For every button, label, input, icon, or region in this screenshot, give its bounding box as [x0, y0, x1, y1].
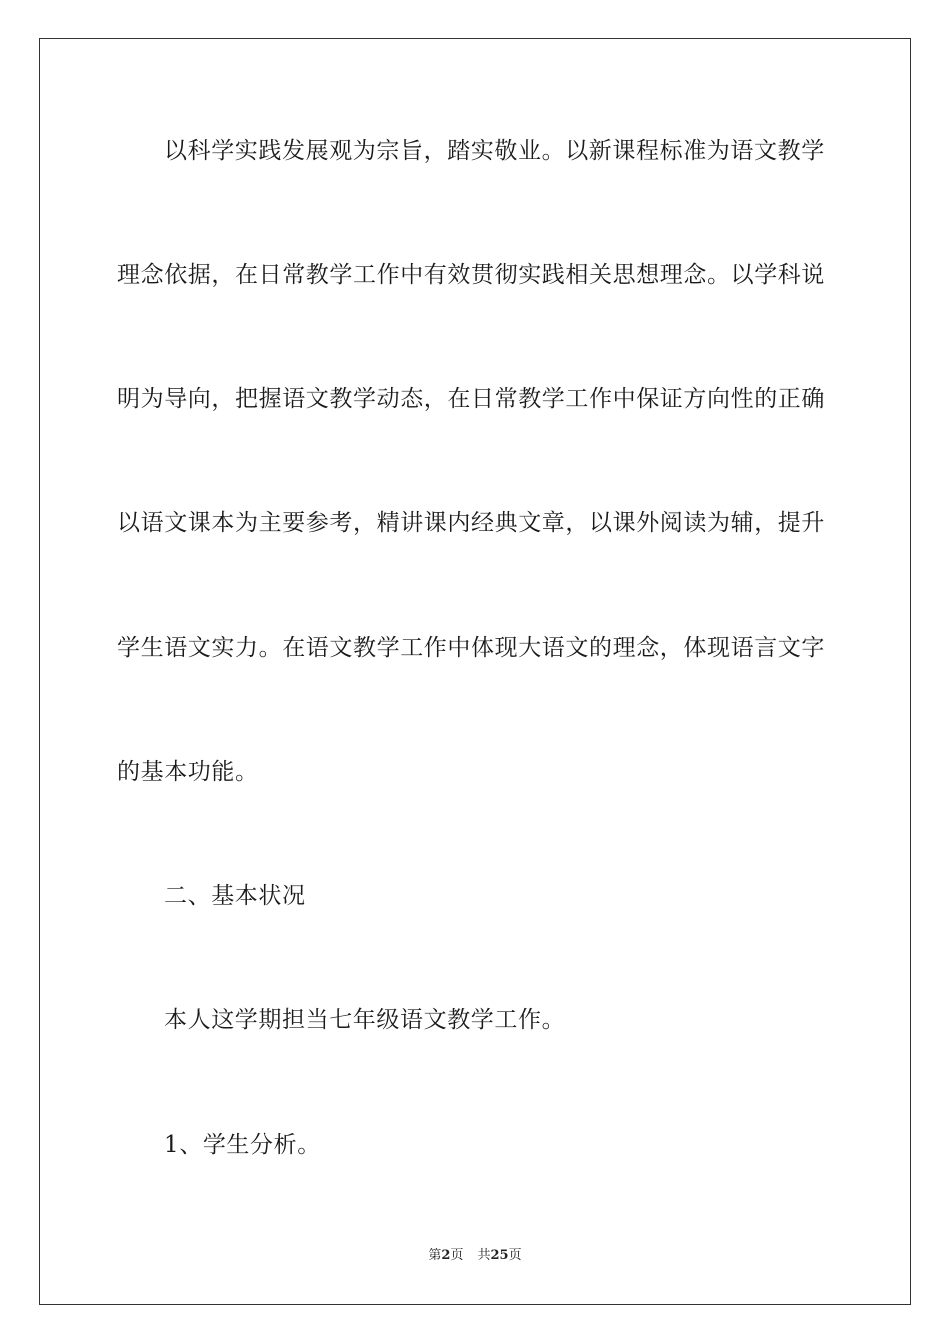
page-footer — [0, 1247, 950, 1265]
body-line-8: 本人这学期担当七年级语文教学工作。 — [164, 1007, 566, 1033]
page-border — [39, 38, 911, 1305]
total-pages: 25 — [490, 1248, 509, 1263]
body-line-3: 明为导向，把握语文教学动态，在日常教学工作中保证方向性的正确 — [117, 386, 825, 412]
page-suffix: 页 — [450, 1248, 464, 1263]
body-line-2: 理念依据，在日常教学工作中有效贯彻实践相关思想理念。以学科说 — [117, 262, 825, 288]
body-line-4: 以语文课本为主要参考，精讲课内经典文章，以课外阅读为辅，提升 — [117, 510, 825, 536]
page-prefix: 第 — [428, 1248, 442, 1263]
total-prefix: 共 — [477, 1248, 491, 1263]
page-number: 2 — [441, 1248, 451, 1263]
subsection-heading: 1、学生分析。 — [164, 1132, 321, 1158]
total-suffix: 页 — [508, 1248, 522, 1263]
body-line-6: 的基本功能。 — [117, 759, 259, 785]
body-line-5: 学生语文实力。在语文教学工作中体现大语文的理念，体现语言文字 — [117, 635, 825, 661]
section-heading: 二、基本状况 — [164, 883, 306, 909]
body-line-1: 以科学实践发展观为宗旨，踏实敬业。以新课程标准为语文教学 — [164, 138, 825, 164]
